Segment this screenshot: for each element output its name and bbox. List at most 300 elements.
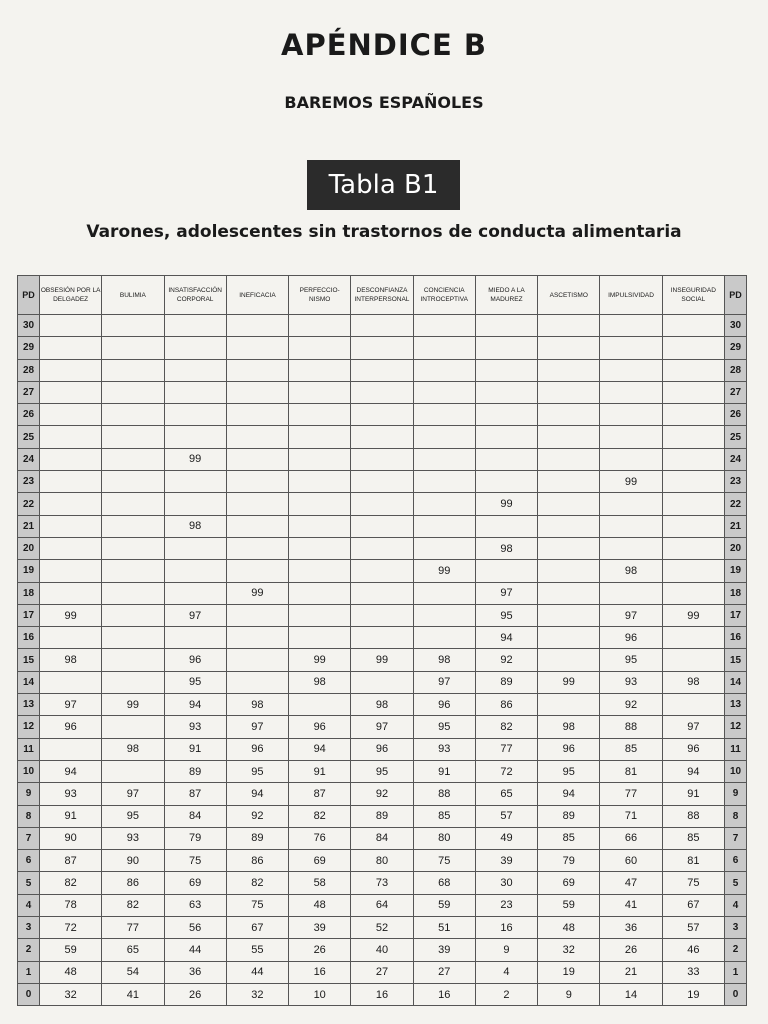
score-cell: 32 — [226, 983, 288, 1005]
pd-cell-right: 21 — [725, 515, 747, 537]
pd-cell-left: 10 — [18, 760, 40, 782]
score-cell — [662, 694, 724, 716]
score-cell — [289, 404, 351, 426]
pd-cell-left: 14 — [18, 671, 40, 693]
score-cell: 67 — [226, 917, 288, 939]
pd-cell-right: 18 — [725, 582, 747, 604]
score-cell: 94 — [226, 783, 288, 805]
score-cell: 16 — [289, 961, 351, 983]
pd-cell-right: 14 — [725, 671, 747, 693]
score-cell: 82 — [226, 872, 288, 894]
score-cell: 93 — [413, 738, 475, 760]
table-row — [18, 404, 747, 426]
table-caption: Varones, adolescentes sin trastornos de conducta alimentaria — [86, 222, 682, 242]
score-cell: 30 — [475, 872, 537, 894]
score-cell — [102, 627, 164, 649]
score-cell — [351, 560, 413, 582]
score-cell: 16 — [413, 983, 475, 1005]
score-cell: 80 — [413, 827, 475, 849]
score-cell — [351, 337, 413, 359]
score-cell: 2 — [475, 983, 537, 1005]
score-cell: 10 — [289, 983, 351, 1005]
pd-cell-right: 24 — [725, 448, 747, 470]
score-cell — [40, 560, 102, 582]
pd-cell-left: 25 — [18, 426, 40, 448]
score-cell: 68 — [413, 872, 475, 894]
column-header: INSEGURIDAD SOCIAL — [662, 276, 724, 315]
score-cell: 88 — [413, 783, 475, 805]
score-cell: 85 — [600, 738, 662, 760]
score-cell — [475, 359, 537, 381]
score-cell: 55 — [226, 939, 288, 961]
score-cell: 91 — [40, 805, 102, 827]
score-cell — [226, 337, 288, 359]
score-cell — [40, 404, 102, 426]
score-cell — [662, 493, 724, 515]
score-cell: 95 — [226, 760, 288, 782]
score-cell — [289, 426, 351, 448]
table-row — [18, 694, 747, 716]
pd-cell-right: 15 — [725, 649, 747, 671]
score-cell — [538, 582, 600, 604]
score-cell — [538, 337, 600, 359]
column-header: CONCIENCIA INTROCEPTIVA — [413, 276, 475, 315]
table-row — [18, 961, 747, 983]
score-cell — [226, 671, 288, 693]
score-cell: 36 — [164, 961, 226, 983]
pd-cell-right: 29 — [725, 337, 747, 359]
score-cell: 47 — [600, 872, 662, 894]
score-cell — [40, 359, 102, 381]
pd-cell-right: 25 — [725, 426, 747, 448]
score-cell — [164, 404, 226, 426]
score-cell — [102, 493, 164, 515]
score-cell: 52 — [351, 917, 413, 939]
score-cell: 97 — [600, 604, 662, 626]
score-cell: 91 — [413, 760, 475, 782]
score-cell: 65 — [102, 939, 164, 961]
score-cell: 97 — [40, 694, 102, 716]
score-cell — [538, 560, 600, 582]
score-cell: 98 — [351, 694, 413, 716]
score-cell: 94 — [475, 627, 537, 649]
score-cell: 97 — [351, 716, 413, 738]
score-cell — [600, 537, 662, 559]
score-cell — [102, 760, 164, 782]
score-cell: 65 — [475, 783, 537, 805]
score-cell: 96 — [40, 716, 102, 738]
score-cell — [289, 560, 351, 582]
score-cell: 69 — [289, 850, 351, 872]
score-cell — [164, 560, 226, 582]
pd-cell-right: 27 — [725, 381, 747, 403]
score-cell: 95 — [600, 649, 662, 671]
score-cell: 98 — [600, 560, 662, 582]
table-row — [18, 381, 747, 403]
score-cell: 89 — [538, 805, 600, 827]
score-cell: 80 — [351, 850, 413, 872]
score-cell: 95 — [351, 760, 413, 782]
pd-cell-left: 17 — [18, 604, 40, 626]
score-cell: 36 — [600, 917, 662, 939]
column-header: OBSESIÓN POR LA DELGADEZ — [40, 276, 102, 315]
score-cell: 78 — [40, 894, 102, 916]
score-cell: 39 — [413, 939, 475, 961]
table-row — [18, 827, 747, 849]
score-cell — [226, 381, 288, 403]
score-cell — [351, 493, 413, 515]
table-row — [18, 671, 747, 693]
column-header: PERFECCIO-NISMO — [289, 276, 351, 315]
table-row — [18, 872, 747, 894]
score-cell — [662, 381, 724, 403]
score-cell — [600, 381, 662, 403]
score-cell: 82 — [102, 894, 164, 916]
column-header: ASCETISMO — [538, 276, 600, 315]
score-cell — [164, 537, 226, 559]
score-cell — [164, 627, 226, 649]
score-cell — [226, 359, 288, 381]
header-row — [18, 276, 747, 315]
score-cell — [226, 560, 288, 582]
score-cell: 94 — [662, 760, 724, 782]
score-cell: 89 — [475, 671, 537, 693]
score-cell — [662, 315, 724, 337]
score-cell: 98 — [40, 649, 102, 671]
score-cell — [351, 604, 413, 626]
score-cell: 95 — [413, 716, 475, 738]
pd-cell-right: 19 — [725, 560, 747, 582]
score-cell — [102, 471, 164, 493]
score-cell: 14 — [600, 983, 662, 1005]
pd-cell-right: 8 — [725, 805, 747, 827]
pd-cell-left: 19 — [18, 560, 40, 582]
score-cell — [662, 448, 724, 470]
score-cell — [600, 426, 662, 448]
pd-cell-right: 3 — [725, 917, 747, 939]
score-cell: 99 — [289, 649, 351, 671]
score-cell: 99 — [226, 582, 288, 604]
score-cell — [351, 426, 413, 448]
table-row — [18, 560, 747, 582]
score-cell — [40, 493, 102, 515]
pd-cell-left: 3 — [18, 917, 40, 939]
table-row — [18, 604, 747, 626]
score-cell — [226, 448, 288, 470]
score-cell — [226, 537, 288, 559]
score-cell: 87 — [40, 850, 102, 872]
score-cell: 91 — [662, 783, 724, 805]
pd-cell-left: 2 — [18, 939, 40, 961]
appendix-title: APÉNDICE B — [281, 28, 487, 62]
pd-cell-left: 18 — [18, 582, 40, 604]
score-cell — [226, 404, 288, 426]
score-cell — [662, 649, 724, 671]
score-cell — [40, 515, 102, 537]
table-row — [18, 716, 747, 738]
pd-cell-left: 22 — [18, 493, 40, 515]
pd-cell-left: 5 — [18, 872, 40, 894]
score-cell — [351, 381, 413, 403]
score-cell: 33 — [662, 961, 724, 983]
score-cell: 94 — [289, 738, 351, 760]
pd-header-left: PD — [18, 276, 40, 315]
score-cell — [289, 315, 351, 337]
column-header: IMPULSIVIDAD — [600, 276, 662, 315]
score-cell — [289, 381, 351, 403]
score-cell: 95 — [164, 671, 226, 693]
score-cell — [413, 582, 475, 604]
column-header: BULIMIA — [102, 276, 164, 315]
score-cell: 75 — [164, 850, 226, 872]
score-cell: 66 — [600, 827, 662, 849]
score-cell: 72 — [40, 917, 102, 939]
score-cell: 95 — [475, 604, 537, 626]
score-cell — [662, 515, 724, 537]
score-cell — [475, 560, 537, 582]
score-cell: 4 — [475, 961, 537, 983]
score-cell: 98 — [475, 537, 537, 559]
score-cell: 26 — [600, 939, 662, 961]
score-cell — [164, 582, 226, 604]
score-cell: 64 — [351, 894, 413, 916]
score-cell — [475, 315, 537, 337]
score-cell — [662, 359, 724, 381]
score-cell — [662, 560, 724, 582]
score-cell — [538, 537, 600, 559]
score-cell — [164, 493, 226, 515]
score-cell — [226, 649, 288, 671]
score-cell: 91 — [164, 738, 226, 760]
pd-cell-right: 17 — [725, 604, 747, 626]
pd-cell-left: 9 — [18, 783, 40, 805]
table-row — [18, 448, 747, 470]
score-cell: 72 — [475, 760, 537, 782]
score-cell — [538, 627, 600, 649]
table-row — [18, 649, 747, 671]
score-cell — [600, 493, 662, 515]
pd-cell-left: 12 — [18, 716, 40, 738]
table-row — [18, 939, 747, 961]
score-cell — [40, 315, 102, 337]
score-cell: 87 — [164, 783, 226, 805]
score-cell — [413, 381, 475, 403]
score-cell — [40, 582, 102, 604]
score-cell: 67 — [662, 894, 724, 916]
score-cell: 32 — [538, 939, 600, 961]
table-row — [18, 894, 747, 916]
score-cell — [40, 627, 102, 649]
score-cell: 59 — [40, 939, 102, 961]
pd-cell-left: 24 — [18, 448, 40, 470]
pd-cell-right: 5 — [725, 872, 747, 894]
pd-cell-right: 28 — [725, 359, 747, 381]
score-cell: 96 — [289, 716, 351, 738]
score-cell — [164, 426, 226, 448]
score-cell — [413, 315, 475, 337]
score-cell — [538, 381, 600, 403]
score-cell — [662, 537, 724, 559]
score-cell — [413, 404, 475, 426]
pd-cell-left: 29 — [18, 337, 40, 359]
subtitle: BAREMOS ESPAÑOLES — [284, 93, 484, 112]
score-cell — [538, 448, 600, 470]
table-row — [18, 537, 747, 559]
score-cell — [413, 426, 475, 448]
score-cell — [164, 315, 226, 337]
score-cell — [475, 448, 537, 470]
pd-cell-right: 30 — [725, 315, 747, 337]
score-cell — [538, 426, 600, 448]
pd-cell-right: 2 — [725, 939, 747, 961]
pd-cell-right: 7 — [725, 827, 747, 849]
score-cell — [662, 627, 724, 649]
score-cell: 97 — [413, 671, 475, 693]
score-cell: 95 — [102, 805, 164, 827]
score-cell — [289, 359, 351, 381]
score-cell: 99 — [475, 493, 537, 515]
score-cell — [413, 359, 475, 381]
score-cell: 26 — [289, 939, 351, 961]
score-cell — [289, 582, 351, 604]
table-body — [18, 315, 747, 1006]
pd-cell-right: 16 — [725, 627, 747, 649]
score-cell: 32 — [40, 983, 102, 1005]
score-cell — [102, 448, 164, 470]
score-cell — [662, 582, 724, 604]
score-cell: 63 — [164, 894, 226, 916]
score-cell: 96 — [600, 627, 662, 649]
table-row — [18, 805, 747, 827]
score-cell: 23 — [475, 894, 537, 916]
score-cell: 85 — [538, 827, 600, 849]
score-cell — [351, 315, 413, 337]
score-cell — [662, 337, 724, 359]
score-cell — [102, 315, 164, 337]
score-cell — [226, 315, 288, 337]
score-cell: 82 — [40, 872, 102, 894]
score-cell: 94 — [538, 783, 600, 805]
score-cell: 51 — [413, 917, 475, 939]
pd-cell-left: 27 — [18, 381, 40, 403]
score-cell — [226, 471, 288, 493]
pd-cell-right: 4 — [725, 894, 747, 916]
table-row — [18, 471, 747, 493]
score-cell: 98 — [413, 649, 475, 671]
score-cell: 90 — [102, 850, 164, 872]
score-cell: 59 — [413, 894, 475, 916]
score-cell: 75 — [662, 872, 724, 894]
score-cell — [40, 381, 102, 403]
table-label: Tabla B1 — [307, 160, 460, 210]
pd-cell-left: 26 — [18, 404, 40, 426]
pd-cell-left: 20 — [18, 537, 40, 559]
pd-cell-left: 23 — [18, 471, 40, 493]
score-cell — [351, 448, 413, 470]
score-cell — [40, 448, 102, 470]
score-cell — [538, 515, 600, 537]
score-cell — [351, 627, 413, 649]
score-cell — [40, 537, 102, 559]
pd-cell-right: 11 — [725, 738, 747, 760]
pd-cell-right: 26 — [725, 404, 747, 426]
score-cell: 77 — [102, 917, 164, 939]
pd-cell-right: 13 — [725, 694, 747, 716]
table-row — [18, 983, 747, 1005]
score-cell: 94 — [164, 694, 226, 716]
score-cell: 77 — [600, 783, 662, 805]
score-cell — [413, 337, 475, 359]
score-cell — [413, 515, 475, 537]
score-cell — [289, 694, 351, 716]
score-cell — [475, 381, 537, 403]
score-cell — [102, 716, 164, 738]
score-cell — [538, 493, 600, 515]
score-cell — [102, 426, 164, 448]
score-cell — [102, 604, 164, 626]
score-cell: 90 — [40, 827, 102, 849]
score-cell — [351, 515, 413, 537]
score-cell — [226, 493, 288, 515]
pd-cell-right: 22 — [725, 493, 747, 515]
baremo-table — [17, 275, 747, 1006]
score-cell: 49 — [475, 827, 537, 849]
score-cell: 59 — [538, 894, 600, 916]
score-cell — [600, 582, 662, 604]
table-row — [18, 917, 747, 939]
score-cell — [289, 537, 351, 559]
score-cell — [40, 426, 102, 448]
score-cell: 93 — [40, 783, 102, 805]
score-cell: 41 — [102, 983, 164, 1005]
score-cell: 40 — [351, 939, 413, 961]
pd-cell-left: 15 — [18, 649, 40, 671]
pd-header-right: PD — [725, 276, 747, 315]
score-cell: 99 — [351, 649, 413, 671]
column-header: INEFICACIA — [226, 276, 288, 315]
table-row — [18, 337, 747, 359]
score-cell: 99 — [40, 604, 102, 626]
score-cell: 99 — [662, 604, 724, 626]
score-cell: 82 — [289, 805, 351, 827]
score-cell — [413, 627, 475, 649]
score-cell: 97 — [102, 783, 164, 805]
score-cell — [538, 604, 600, 626]
pd-cell-left: 16 — [18, 627, 40, 649]
pd-cell-right: 10 — [725, 760, 747, 782]
score-cell — [102, 582, 164, 604]
score-cell — [475, 471, 537, 493]
score-cell: 98 — [662, 671, 724, 693]
score-cell: 97 — [662, 716, 724, 738]
score-cell — [351, 537, 413, 559]
score-cell — [102, 537, 164, 559]
table-row — [18, 515, 747, 537]
score-cell: 96 — [351, 738, 413, 760]
table-row — [18, 582, 747, 604]
score-cell: 41 — [600, 894, 662, 916]
score-cell — [226, 515, 288, 537]
score-cell — [413, 448, 475, 470]
score-cell: 19 — [538, 961, 600, 983]
score-cell: 96 — [226, 738, 288, 760]
column-header: INSATISFACCIÓN CORPORAL — [164, 276, 226, 315]
score-cell: 98 — [102, 738, 164, 760]
score-cell: 92 — [226, 805, 288, 827]
score-cell: 58 — [289, 872, 351, 894]
table-row — [18, 315, 747, 337]
pd-cell-left: 4 — [18, 894, 40, 916]
